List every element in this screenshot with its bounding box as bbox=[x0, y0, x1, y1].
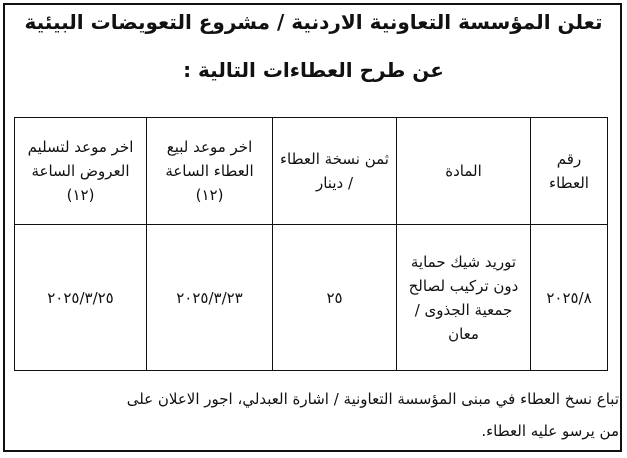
header-copy-price: ثمن نسخة العطاء / دينار bbox=[273, 118, 397, 225]
cell-sale-deadline: ٢٠٢٥/٣/٢٣ bbox=[147, 225, 273, 371]
cell-subject: توريد شيك حماية دون تركيب لصالح جمعية الجذوى / معان bbox=[397, 225, 531, 371]
cell-copy-price: ٢٥ bbox=[273, 225, 397, 371]
table-row bbox=[15, 225, 608, 371]
table-header-row bbox=[15, 118, 608, 225]
header-sale-deadline: اخر موعد لبيع العطاء الساعة (١٢) bbox=[147, 118, 273, 225]
cell-submission-deadline: ٢٠٢٥/٣/٢٥ bbox=[15, 225, 147, 371]
cell-tender-number: ٢٠٢٥/٨ bbox=[531, 225, 608, 371]
tenders-table bbox=[14, 117, 608, 371]
footer-note-line1: تباع نسخ العطاء في مبنى المؤسسة التعاونية / اشارة العبدلي، اجور الاعلان على bbox=[126, 390, 619, 408]
header-tender-number: رقم العطاء bbox=[531, 118, 608, 225]
header-subject: المادة bbox=[397, 118, 531, 225]
footer-note-line2: من يرسو عليه العطاء. bbox=[481, 422, 619, 440]
header-submission-deadline: اخر موعد لتسليم العروض الساعة (١٢) bbox=[15, 118, 147, 225]
announcement-subtitle: عن طرح العطاءات التالية : bbox=[183, 58, 444, 82]
announcement-title: تعلن المؤسسة التعاونية الاردنية / مشروع التعويضات البيئية bbox=[24, 10, 603, 34]
